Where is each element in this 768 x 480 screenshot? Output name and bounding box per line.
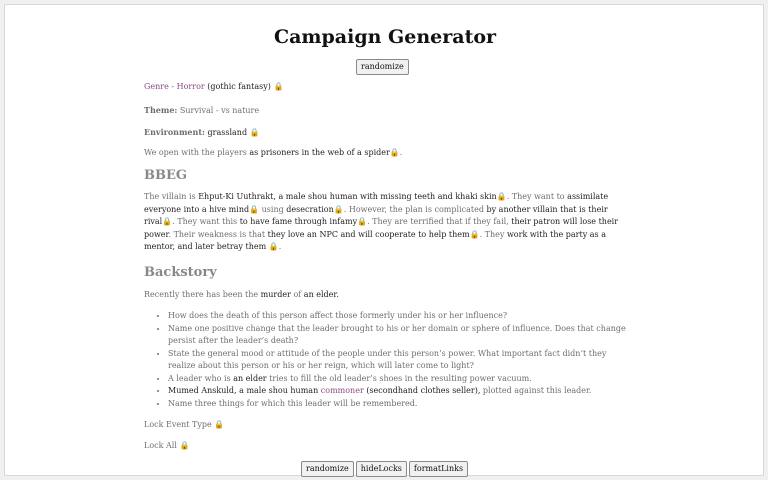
elder-value: an elder (233, 373, 267, 383)
bbeg-heading: BBEG (144, 168, 187, 183)
environment-label: Environment: (144, 127, 205, 137)
villain-weakness: they love an NPC and will cooperate to help them (267, 229, 470, 239)
they-prefix: They (484, 229, 505, 239)
lock-icon[interactable]: 🔒 (357, 217, 368, 226)
opening-value: as prisoners in the web of a spider (249, 148, 390, 157)
villain-relationship: work with the party as a mentor, and later betray them (144, 229, 606, 251)
fear-prefix: They are terrified that if they fail, (372, 217, 509, 226)
want1-mid: using (261, 204, 284, 214)
want1-prefix: They want to (511, 192, 565, 201)
list-item: • How does the death of this person affect those formerly under his or her influence? (168, 310, 626, 323)
elder-prefix: A leader who is (168, 373, 231, 383)
app-frame (4, 4, 764, 476)
genre-label[interactable]: Genre (144, 82, 169, 91)
theme-line (144, 104, 626, 118)
list-item (168, 373, 626, 386)
genre-value-link[interactable]: Horror (176, 82, 205, 91)
lock-icon[interactable]: 🔒 (469, 229, 480, 239)
environment-line (144, 126, 626, 140)
event-target: an elder. (303, 290, 339, 299)
lock-all-label: Lock All (144, 441, 177, 450)
lock-all[interactable] (144, 440, 626, 453)
genre-note: (gothic fantasy) (207, 82, 271, 91)
opening-prefix: We open with the players (144, 148, 247, 157)
theme-value: Survival - vs nature (179, 106, 260, 115)
villain-motivation: to have fame through infamy (239, 217, 358, 226)
want2-prefix: They want this (177, 217, 238, 226)
commoner-link[interactable]: commoner (320, 386, 364, 395)
backstory-list (144, 310, 626, 410)
lock-icon[interactable]: 🔒 (249, 204, 260, 214)
lock-icon[interactable]: 🔒 (249, 128, 260, 137)
opening-suffix: . (399, 148, 403, 157)
list-item: • Name three things for which this leader will be remembered. (168, 398, 626, 411)
bottom-toolbar (301, 461, 468, 477)
genre-line (144, 81, 626, 94)
format-links-button[interactable]: formatLinks (409, 461, 468, 477)
lock-event-type[interactable] (144, 419, 626, 432)
villain-method: desecration (286, 204, 334, 214)
lock-icon[interactable]: 🔒 (162, 217, 173, 226)
genre-separator: - (168, 82, 177, 91)
elder-suffix: tries to fill the old leader’s shoes in the resulting power vacuum. (269, 373, 532, 383)
plotter-suffix: plotted against this leader. (482, 386, 592, 395)
intro-prefix: Recently there has been the (144, 290, 259, 299)
randomize-bottom-button[interactable]: randomize (301, 461, 354, 477)
bbeg-paragraph: The villain is Ehput-Ki Uuthrakt, a male shou human with missing teeth and khaki skin🔒. They want to assimilate everyone into a hive mind🔒 using desecration🔒. However, the plan is complicated by another villain that is their rival🔒. They want this to have fame through infamy🔒. They are terrified that if they fail, their patron will lose their power. Their weakness is that they love an NPC and will cooperate to help them🔒. They work with the party as a mentor, and later betray them 🔒. (144, 192, 619, 251)
lock-icon[interactable]: 🔒 (214, 420, 225, 429)
lock-icon[interactable]: 🔒 (273, 82, 284, 91)
list-item: • State the general mood or attitude of the people under this person’s power. What important fact didn’t they realize about this person or his or her reign, which will later come to light? (168, 348, 626, 373)
weakness-prefix: Their weakness is that (173, 229, 266, 239)
environment-value: grassland (207, 128, 248, 137)
lock-icon[interactable]: 🔒 (389, 148, 400, 157)
list-item: • Name one positive change that the leader brought to his or her domain or sphere of influence. Does that change persist after the leader’s death? (168, 323, 626, 348)
plotter-name: Mumed Anskuld, a male shou human (168, 386, 319, 395)
plotter-job: (secondhand clothes seller), (366, 386, 481, 395)
villain-goal: assimilate everyone into a hive mind (144, 192, 609, 214)
hide-locks-button[interactable]: hideLocks (356, 461, 407, 477)
lock-icon[interactable]: 🔒 (496, 192, 507, 201)
randomize-button[interactable]: randomize (356, 59, 409, 75)
lock-icon[interactable]: 🔒 (179, 441, 190, 450)
lock-icon[interactable]: 🔒 (268, 242, 279, 251)
backstory-heading: Backstory (144, 265, 217, 280)
villain-prefix: The villain is (144, 192, 196, 201)
villain-description: Ehput-Ki Uuthrakt, a male shou human with missing teeth and khaki skin (198, 192, 497, 201)
opening-line (144, 147, 626, 160)
villain-fear: their patron will lose their power (144, 217, 619, 239)
complication-prefix: However, the plan is complicated (348, 204, 484, 214)
lock-icon[interactable]: 🔒 (333, 204, 344, 214)
backstory-intro (144, 289, 626, 302)
page-title: Campaign Generator (273, 26, 497, 48)
lock-event-type-label: Lock Event Type (144, 420, 212, 429)
villain-complication: by another villain that is their rival (144, 204, 608, 226)
intro-of: of (293, 290, 302, 299)
theme-label: Theme: (144, 105, 178, 115)
list-item (168, 385, 626, 398)
event-type: murder (260, 290, 291, 299)
